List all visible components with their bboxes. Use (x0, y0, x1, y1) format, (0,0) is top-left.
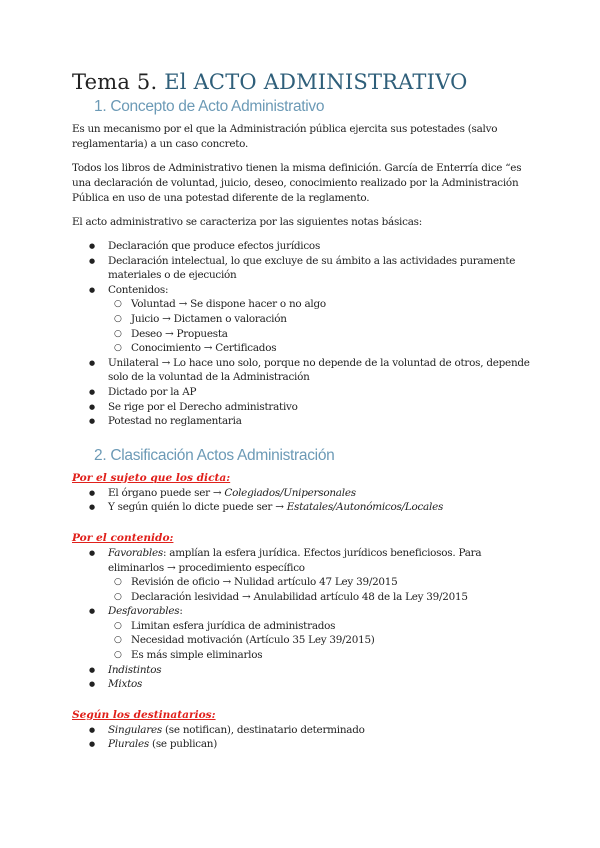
section2-heading: 2. Clasificación Actos Administración (94, 446, 335, 464)
list-item: ○ Revisión de oficio → Nulidad artículo 47 Ley 39/2015 (72, 575, 532, 590)
item-text: (se notifican), destinatario determinado (161, 723, 365, 736)
list-item: ● Potestad no reglamentaria (72, 414, 532, 429)
list-item: ● Se rige por el Derecho administrativo (72, 400, 532, 415)
item-text: Y según quién lo dicte puede ser → (108, 501, 287, 514)
desfavorables-sublist (72, 619, 532, 663)
list-item (72, 500, 532, 515)
list-item: ○ Limitan esfera jurídica de administrados (72, 619, 532, 634)
destinatarios-label: Según los destinatarios: (72, 708, 216, 721)
list-item (72, 737, 532, 752)
contenidos-sublist (72, 297, 532, 355)
list-item: ● Unilateral → Lo hace uno solo, porque no depende de la voluntad de otros, depende solo de la voluntad de la Administración (72, 356, 532, 385)
section1-p3: El acto administrativo se caracteriza por las siguientes notas básicas: (72, 216, 422, 228)
item-italic: Singulares (108, 723, 162, 736)
section1-p1: Es un mecanismo por el que la Administración pública ejercita sus potestades (salvo reglamentaria) a un caso concreto. (72, 123, 498, 150)
list-item: ○ Deseo → Propuesta (72, 327, 532, 342)
section1-heading: 1. Concepto de Acto Administrativo (94, 98, 325, 115)
list-item: ● Declaración que produce efectos jurídicos (72, 239, 532, 254)
item-text: El órgano puede ser → (108, 486, 225, 499)
list-item: ● Indistintos (72, 663, 532, 678)
list-item (72, 486, 532, 501)
contenidos-label: Contenidos: (108, 283, 169, 296)
item-italic: Favorables (108, 546, 163, 559)
section1-p2: Todos los libros de Administrativo tienen la misma definición. García de Enterría dice “es una declaración de voluntad, juicio, deseo, conocimiento realizado por la Administración Pública en uso de una potestad diferente de la reglamento. (72, 162, 522, 204)
list-item (72, 723, 532, 738)
contenido-label: Por el contenido: (72, 531, 174, 544)
destinatarios-list (72, 723, 532, 752)
document-page (72, 70, 532, 752)
title-number: Tema 5. (72, 70, 158, 94)
list-item: ● Dictado por la AP (72, 385, 532, 400)
item-italic: Plurales (108, 738, 149, 751)
favorables-sublist (72, 575, 532, 604)
list-item (72, 604, 532, 662)
list-item: ○ Voluntad → Se dispone hacer o no algo (72, 297, 532, 312)
notas-list (72, 239, 532, 429)
list-item: ● Mixtos (72, 677, 532, 692)
list-item: ○ Es más simple eliminarlos (72, 648, 532, 663)
item-italic: Colegiados/Unipersonales (224, 486, 356, 499)
page-title (72, 70, 532, 94)
item-text: (se publican) (148, 738, 218, 751)
item-italic: Desfavorables (108, 605, 180, 618)
sujeto-list (72, 486, 532, 515)
list-item: ● Declaración intelectual, lo que excluye de su ámbito a las actividades puramente materiales o de ejecución (72, 254, 532, 283)
list-item: ○ Necesidad motivación (Artículo 35 Ley 39/2015) (72, 633, 532, 648)
list-item (72, 283, 532, 356)
item-italic: Estatales/Autonómicos/Locales (286, 501, 444, 514)
list-item: ○ Juicio → Dictamen o valoración (72, 312, 532, 327)
list-item: ○ Declaración lesividad → Anulabilidad artículo 48 de la Ley 39/2015 (72, 590, 532, 605)
list-item (72, 546, 532, 604)
list-item: ○ Conocimiento → Certificados (72, 341, 532, 356)
sujeto-label: Por el sujeto que los dicta: (72, 471, 231, 484)
title-name: El ACTO ADMINISTRATIVO (164, 70, 468, 94)
item-text: : (179, 605, 183, 618)
item-text: : amplían la esfera jurídica. Efectos jurídicos beneficiosos. Para eliminarlos → procedimiento específico (108, 546, 482, 574)
contenido-list (72, 546, 532, 692)
